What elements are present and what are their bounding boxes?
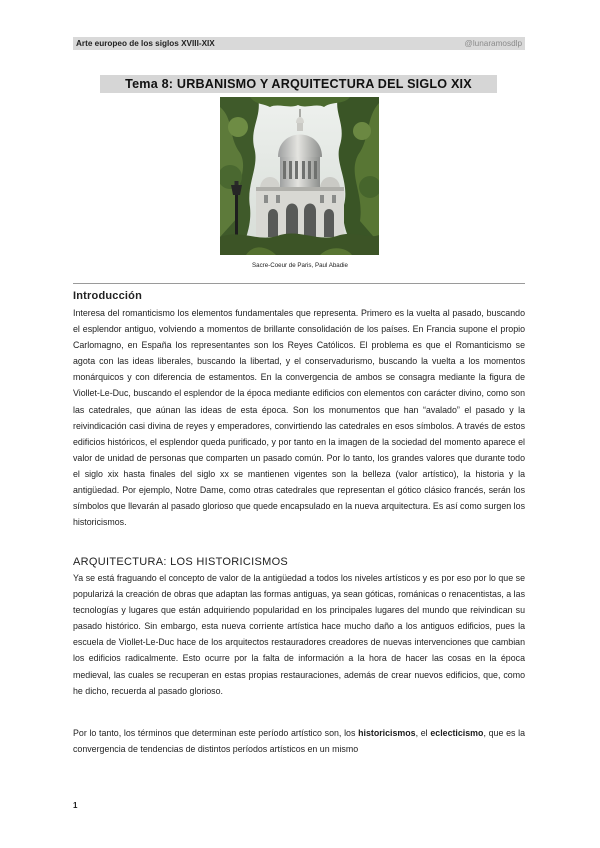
term-historicismos: historicismos bbox=[358, 728, 416, 738]
section-heading-historicismos: ARQUITECTURA: LOS HISTORICISMOS bbox=[73, 556, 289, 568]
course-title: Arte europeo de los siglos XVIII-XIX bbox=[76, 39, 215, 48]
terms-text-c: , el bbox=[415, 728, 431, 738]
figure-caption: Sacre-Coeur de Paris, Paul Abadie bbox=[252, 262, 348, 269]
page-title: Tema 8: URBANISMO Y ARQUITECTURA DEL SIGLO XIX bbox=[100, 75, 497, 93]
terms-text-a: Por lo tanto, los términos que determinan este período artístico son, los bbox=[73, 728, 359, 738]
terms-text-d: , que es la convergencia de tendencias de distintos períodos artísticos en un mismo bbox=[73, 728, 525, 755]
sacre-coeur-photo bbox=[220, 97, 379, 255]
running-header bbox=[73, 37, 525, 50]
terms-paragraph bbox=[73, 725, 525, 757]
historicismos-paragraph: Ya se está fraguando el concepto de valor de la antigüedad a todos los niveles artísticos y es por eso por lo que se popularizá la creación de obras que adaptan las formas antiguas, ya sean góticas, románicas o renacentistas, a las tecnologías y lugares que están adquiriendo popularidad en los principales lugares del mundo que reivindican su pasado histórico. Sin embargo, esta nueva corriente artística hace mucho daño a los antiguos edificios, pues la escuela de Viollet-Le-Duc hace de los arquitectos restauradores creadores de nuevas intervenciones que cambian los edificios radicalmente. Esto ocurre por la falta de información a la hora de hacer las cosas en la época medieval, las cuales se recuperan en estas propias restauraciones, además de crear nuevos edificios, que, como he dicho, recuerda al pasado glorioso. bbox=[73, 573, 525, 696]
term-eclecticismo: eclecticismo bbox=[430, 728, 484, 738]
divider bbox=[73, 283, 525, 284]
section-heading-intro: Introducción bbox=[73, 290, 143, 302]
intro-paragraph: Interesa del romanticismo los elementos fundamentales que representa. Primero es la vuelta al pasado, buscando el esplendor antiguo, volviendo a momentos de brillante consolidación de los países. En Francia supone el propio Carlomagno, en España los representantes son los Reyes Católicos. El problema es que el Romanticismo se agota con las ideas liberales, buscando la libertad, y el conservadurismo, buscando la vuelta a los momentos monárquicos y con diferencia de estamentos. En la convergencia de ambos se consagra mediante la figura de Viollet-Le-Duc, buscando el esplendor de la época mediante edificios con elementos con carácter divino, como son las catedrales, que aúnan las ideas de esta época. Son los monumentos que han “avalado” el pasado y la reivindicación casi divina de reyes y emperadores, convirtiendo las catedrales en esos símbolos. A través de estos edificios históricos, el esplendor queda purificado, y por tanto en la imagen de la sociedad del momento aparece el valor de unidad de personas que comparten un pasado común. Por lo tanto, los grandes valores que durante todo el siglo xix hasta finales del siglo xx se mantienen vigentes son la belleza (valor artístico), la historia y la antigüedad. Por ejemplo, Notre Dame, como otras catedrales que representan el gótico clásico francés, serán los símbolos que llevarán al pasado glorioso que quede encapsulado en la nueva arquitectura. Es así como surgen los historicismos. bbox=[73, 308, 525, 528]
author-handle: @lunaramosdlp bbox=[464, 39, 522, 48]
page-number: 1 bbox=[73, 801, 78, 810]
